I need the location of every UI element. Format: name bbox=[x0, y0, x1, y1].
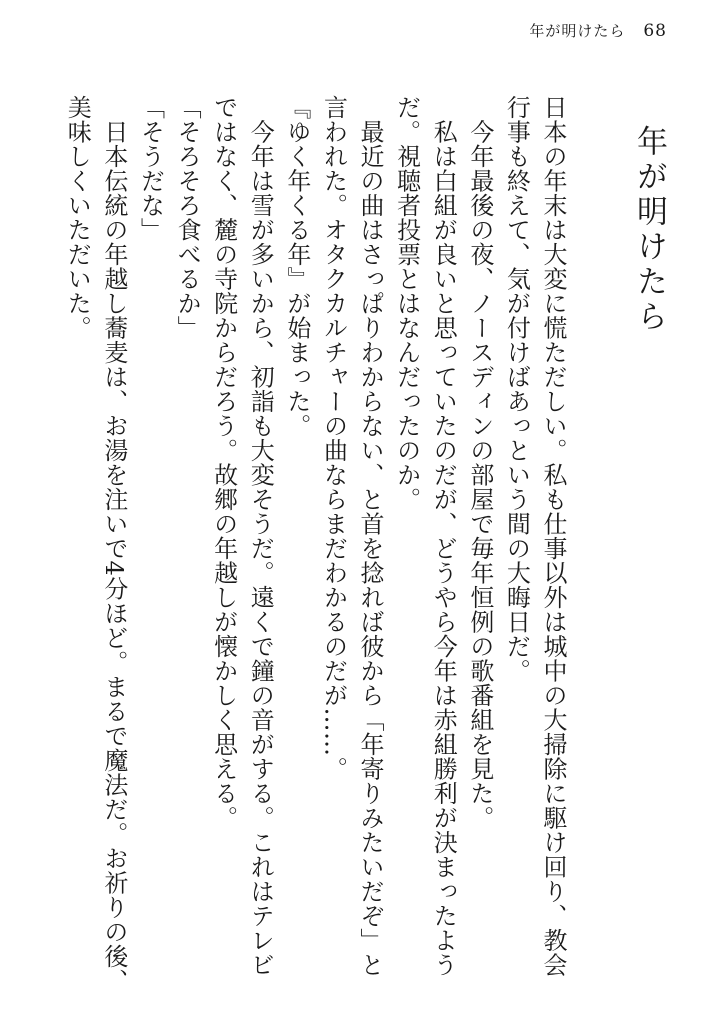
paragraph: 「そろそろ食べるか」 bbox=[173, 95, 202, 340]
paragraph: 日本伝統の年越し蕎麦は、お湯を注いで4分ほど。まるで魔法だ。お祈りの後、美味しくいただいた。 bbox=[63, 95, 128, 993]
chapter-title: 年が明けたら bbox=[631, 125, 667, 335]
vertical-text-body bbox=[59, 95, 667, 995]
paragraph: 私は白組が良いと思っていたのだが、どうやら今年は赤組勝利が決まったようだ。視聴者投票とはなんだったのか。 bbox=[392, 95, 458, 977]
page-number: 68 bbox=[643, 21, 667, 41]
paragraph: 最近の曲はさっぱりわからない、と首を捻れば彼から「年寄りみたいだぞ」と言われた。オタクカルチャーの曲ならまだわかるのだが……。 bbox=[319, 95, 385, 977]
paragraph: 「そうだな」 bbox=[136, 95, 165, 242]
paragraph: 『ゆく年くる年』が始まった。 bbox=[282, 95, 311, 438]
running-title: 年が明けたら bbox=[529, 22, 626, 40]
paragraph: 今年最後の夜、ノースディンの部屋で毎年恒例の歌番組を見た。 bbox=[465, 95, 494, 830]
paragraph: 日本の年末は大変に慌ただしい。私も仕事以外は城中の大掃除に駆け回り、教会行事も終えて、気が付けばあっという間の大晦日だ。 bbox=[502, 95, 567, 977]
running-header bbox=[529, 20, 667, 41]
paragraph: 今年は雪が多いから、初詣も大変そうだ。遠くで鐘の音がする。これはテレビではなく、麓の寺院からだろう。故郷の年越しが懐かしく思える。 bbox=[209, 95, 275, 977]
